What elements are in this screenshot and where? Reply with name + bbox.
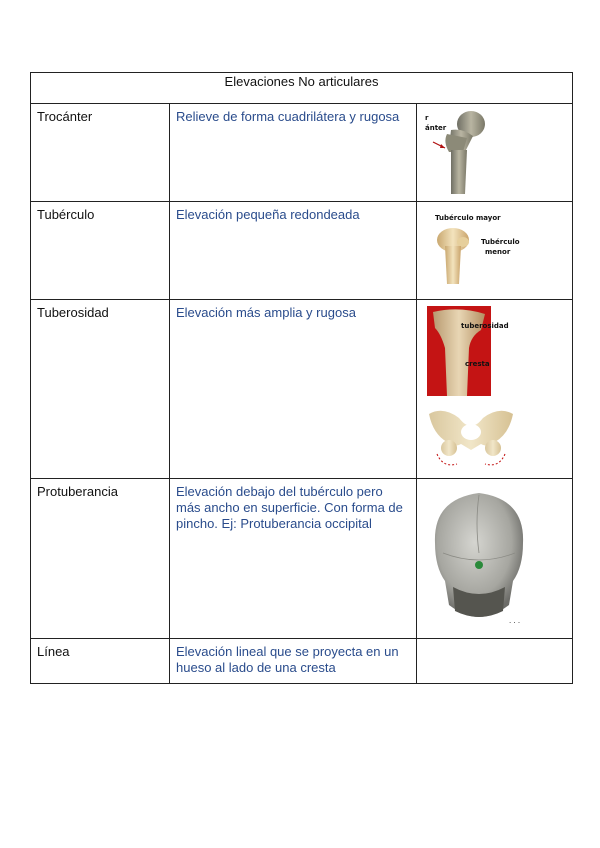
trochanter-femur-image <box>423 108 493 196</box>
table-row-protuberance <box>31 479 573 639</box>
description-cell: Elevación lineal que se proyecta en un hueso al lado de una cresta <box>170 639 417 684</box>
table-title: Elevaciones No articulares <box>31 73 573 104</box>
image-cell <box>417 479 573 639</box>
table-row-trochanter <box>31 104 573 202</box>
image-label: Tubérculo <box>481 238 520 246</box>
term-cell: Línea <box>31 639 170 684</box>
image-cell <box>417 300 573 479</box>
image-cell <box>417 104 573 202</box>
tuberosity-tibia-image <box>423 304 533 398</box>
description-cell: Relieve de forma cuadrilátera y rugosa <box>170 104 417 202</box>
pelvis-image <box>423 404 519 474</box>
description-cell: Elevación más amplia y rugosa <box>170 300 417 479</box>
table-row-tubercle <box>31 202 573 300</box>
image-label: r <box>425 114 429 122</box>
skull-occipital-image <box>423 483 535 629</box>
image-label: menor <box>485 248 511 256</box>
image-label: tuberosidad <box>461 322 509 330</box>
term-cell: Trocánter <box>31 104 170 202</box>
image-cell <box>417 202 573 300</box>
table-row-line <box>31 639 573 684</box>
image-cell <box>417 639 573 684</box>
image-label: cresta <box>465 360 490 368</box>
term-cell: Protuberancia <box>31 479 170 639</box>
description-cell: Elevación debajo del tubérculo pero más ancho en superficie. Con forma de pincho. Ej: Protuberancia occipital <box>170 479 417 639</box>
table-row-tuberosity <box>31 300 573 479</box>
term-cell: Tuberosidad <box>31 300 170 479</box>
svg-text:· · ·: · · · <box>509 619 521 627</box>
tubercle-humerus-image <box>423 206 533 286</box>
image-label: Tubérculo mayor <box>435 214 501 222</box>
elevations-table <box>30 72 573 684</box>
term-cell: Tubérculo <box>31 202 170 300</box>
description-cell: Elevación pequeña redondeada <box>170 202 417 300</box>
image-label: ánter <box>425 124 447 132</box>
